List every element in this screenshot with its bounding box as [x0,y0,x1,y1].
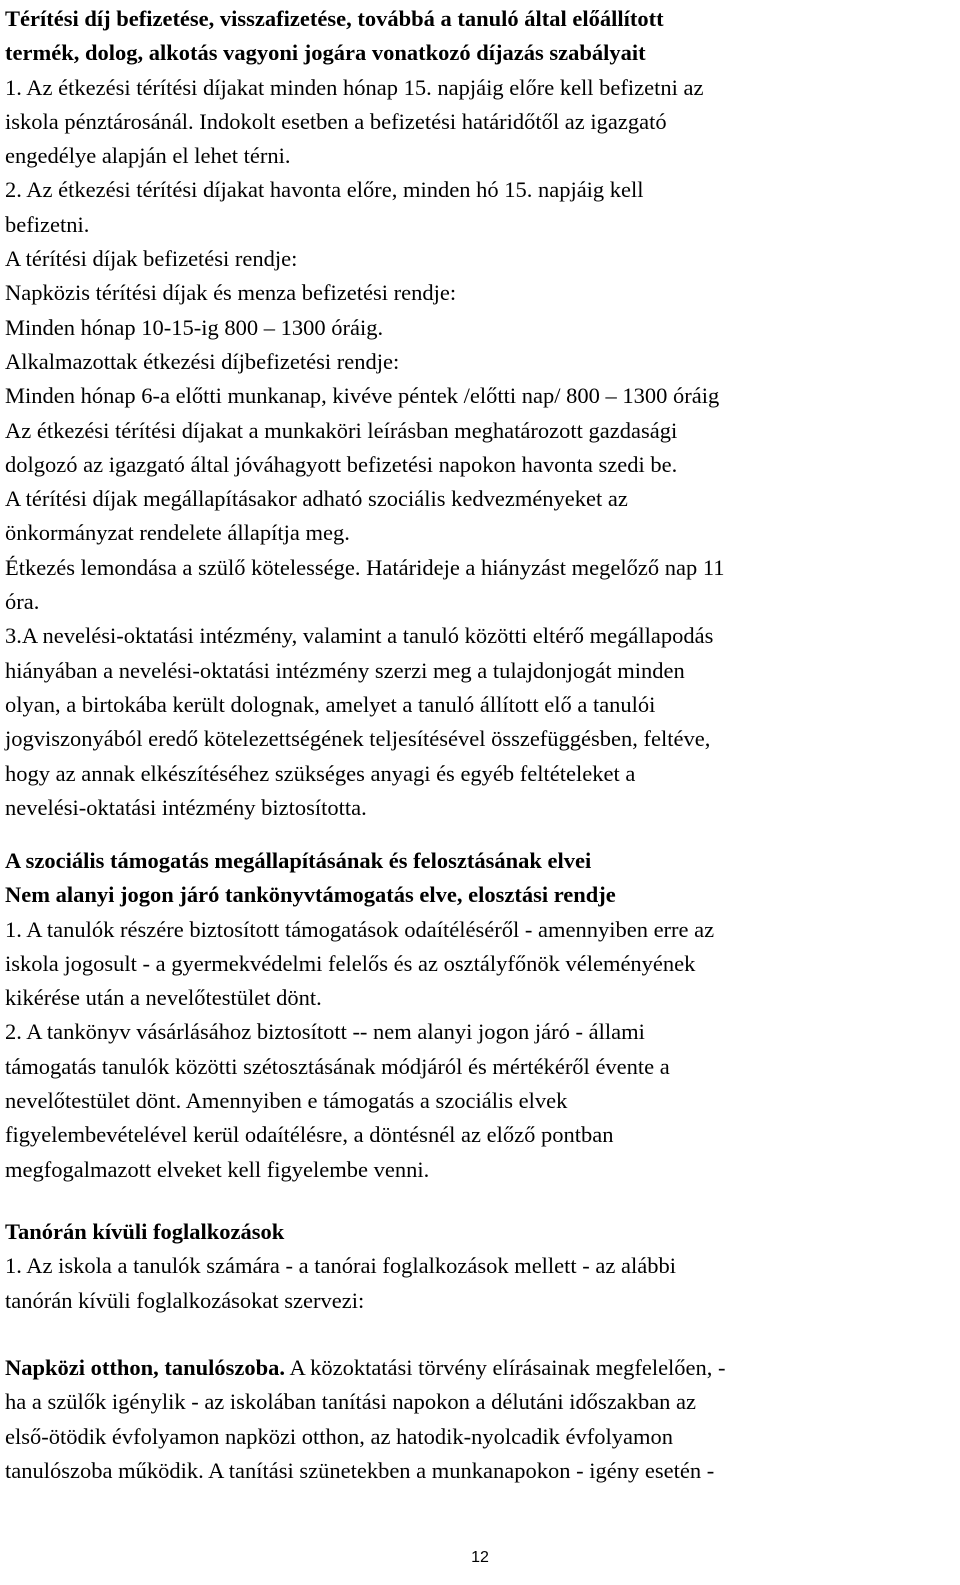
text-line: A térítési díjak megállapításakor adható szociális kedvezményeket az [5,486,628,512]
text-line: hogy az annak elkészítéséhez szükséges anyagi és egyéb feltételeket a [5,760,636,786]
day-care-lead: Napközi otthon, tanulószoba. [5,1355,286,1380]
text-line: hiányában a nevelési-oktatási intézmény szerzi meg a tulajdonjogát minden [5,657,685,683]
text-line: Minden hónap 6-a előtti munkanap, kivéve péntek /előtti nap/ 800 – 1300 óráig [5,383,720,409]
text-line: 1. A tanulók részére biztosított támogatások odaítéléséről - amennyiben erre az [5,916,715,942]
fee-heading-line-1: Térítési díj befizetése, visszafizetése, továbbá a tanuló által előállított [5,6,664,31]
text-line: figyelembevételével kerül odaítélésre, a döntésnél az előző pontban [5,1122,614,1148]
text-line: tanulószoba működik. A tanítási szünetekben a munkanapokon - igény esetén - [5,1457,715,1483]
text-line: olyan, a birtokába került dolognak, amelyet a tanuló állított elő a tanulói [5,691,656,717]
extracurricular-section [5,1215,955,1318]
text-line: engedélye alapján el lehet térni. [5,143,291,169]
textbook-support-heading: Nem alanyi jogon járó tankönyvtámogatás elve, elosztási rendje [5,882,616,908]
extracurricular-heading: Tanórán kívüli foglalkozások [5,1219,285,1244]
day-care-section [5,1351,955,1488]
text-line: óra. [5,589,40,615]
text-line: 2. Az étkezési térítési díjakat havonta előre, minden hó 15. napjáig kell [5,177,644,203]
text-line: A térítési díjak befizetési rendje: [5,246,298,272]
text-line: Minden hónap 10-15-ig 800 – 1300 óráig. [5,314,384,340]
text-line: befizetni. [5,211,90,237]
text-line: iskola pénztárosánál. Indokolt esetben a befizetési határidőtől az igazgató [5,108,667,134]
text-line: megfogalmazott elveket kell figyelembe venni. [5,1156,430,1182]
text-line: 1. Az étkezési térítési díjakat minden hónap 15. napjáig előre kell befizetni az [5,74,704,100]
text-line: dolgozó az igazgató által jóváhagyott befizetési napokon havonta szedi be. [5,451,678,477]
day-care-line-rest: A közoktatási törvény elírásainak megfelelően, - [285,1355,726,1380]
text-line: nevelőtestület dönt. Amennyiben e támogatás a szociális elvek [5,1088,568,1114]
text-line: iskola jogosult - a gyermekvédelmi felelős és az osztályfőnök véleményének [5,950,696,976]
text-line: támogatás tanulók közötti szétosztásának módjáról és mértékéről évente a [5,1053,670,1079]
text-line: Alkalmazottak étkezési díjbefizetési rendje: [5,348,400,374]
text-line: 1. Az iskola a tanulók számára - a tanórai foglalkozások mellett - az alábbi [5,1253,676,1279]
fee-heading-line-2: termék, dolog, alkotás vagyoni jogára vonatkozó díjazás szabályait [5,40,646,66]
text-line: Étkezés lemondása a szülő kötelessége. Határideje a hiányzást megelőző nap 11 [5,554,725,580]
social-support-heading: A szociális támogatás megállapításának és felosztásának elvei [5,848,592,873]
text-line: kikérése után a nevelőtestület dönt. [5,985,322,1011]
social-support-section [5,844,955,1187]
page-number: 12 [471,1549,489,1566]
text-line [5,1351,955,1385]
text-line: nevelési-oktatási intézmény biztosította. [5,794,367,820]
text-line: Az étkezési térítési díjakat a munkaköri leírásban meghatározott gazdasági [5,417,678,443]
text-line: Napközis térítési díjak és menza befizetési rendje: [5,280,457,306]
text-line: 3.A nevelési-oktatási intézmény, valamint a tanuló közötti eltérő megállapodás [5,623,714,649]
text-line: első-ötödik évfolyamon napközi otthon, az hatodik-nyolcadik évfolyamon [5,1423,673,1449]
text-line: 2. A tankönyv vásárlásához biztosított -- nem alanyi jogon járó - állami [5,1019,645,1045]
text-line: tanórán kívüli foglalkozásokat szervezi: [5,1287,365,1313]
text-line: ha a szülők igénylik - az iskolában tanítási napokon a délutáni időszakban az [5,1389,697,1415]
text-line: önkormányzat rendelete állapítja meg. [5,520,350,546]
fee-section [5,2,955,825]
text-line: jogviszonyából eredő kötelezettségének teljesítésével összefüggésben, feltéve, [5,726,711,752]
